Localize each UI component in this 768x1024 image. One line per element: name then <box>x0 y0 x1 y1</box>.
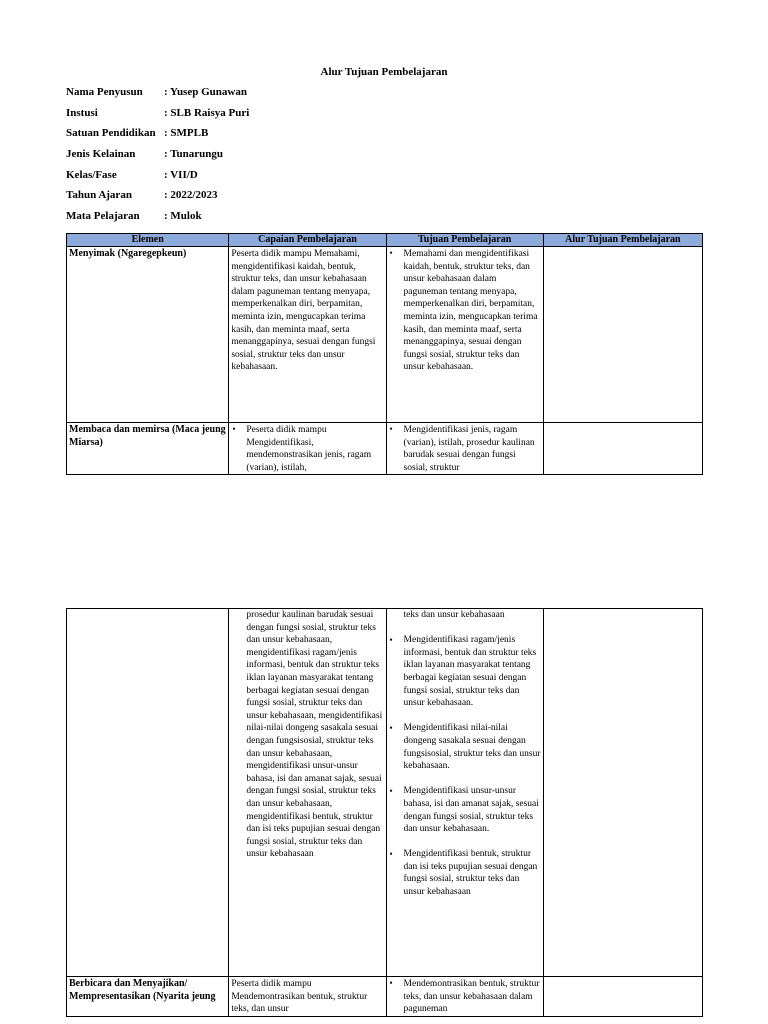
bullet-icon: • <box>389 424 393 434</box>
cell-tujuan <box>386 977 543 1017</box>
cell-capaian <box>229 423 386 475</box>
meta-value: : SMPLB <box>164 127 209 140</box>
capaian-text: Peserta didik mampu Mengidentifikasi, mendemonstrasikan jenis, ragam (varian), istilah, <box>246 425 372 473</box>
bullet-icon: • <box>232 424 236 434</box>
cell-alur <box>543 977 702 1017</box>
meta-label: Kelas/Fase <box>66 168 117 181</box>
tujuan-text: Mengidentifikasi bentuk, struktur dan isi teks pupujian sesuai dengan fungsi sosial, struktur teks dan unsur kebahasaan <box>403 849 538 898</box>
cell-capaian <box>229 247 386 423</box>
meta-row-education-unit <box>66 127 249 148</box>
tujuan-bullet-item <box>389 634 541 710</box>
elemen-text: Menyimak (Ngaregepkeun) <box>69 248 187 259</box>
capaian-continued-text: prosedur kaulinan barudak sesuai dengan fungsi sosial, struktur teks dan unsur kebahasaan, mengidentifikasi ragam/jenis informasi, bentuk dan struktur teks iklan layanan masyarakat tentang berbagai kegiatan sesuai dengan fungsi sosial, struktur teks dan unsur kebahasaan, mengidentifikasi nilai-nilai dongeng sasakala sesuai dengan fungsisosial, struktur teks dan unsur kebahasaan, mengidentifikasi unsur-unsur bahasa, isi dan amanat sajak, sesuai dengan fungsi sosial, struktur teks dan unsur kebahasaan, mengidentifikasi bentuk, struktur dan isi teks pupujian sesuai dengan fungsi sosial, struktur teks dan unsur kebahasaan <box>246 610 383 860</box>
meta-label: Nama Penyusun <box>66 86 143 98</box>
header-tujuan: Tujuan Pembelajaran <box>386 234 543 247</box>
cell-elemen <box>67 977 229 1017</box>
bullet-icon: • <box>389 248 393 258</box>
meta-value: : SLB Raisya Puri <box>164 106 250 119</box>
meta-row-author <box>66 86 249 107</box>
cell-alur <box>543 423 702 475</box>
meta-value: : VII/D <box>164 168 198 181</box>
capaian-text: Peserta didik mampu Mendemontrasikan bentuk, struktur teks, dan unsur <box>231 979 368 1015</box>
meta-row-disability-type <box>66 148 249 169</box>
tujuan-bullet-item <box>389 247 541 374</box>
bullet-icon: • <box>389 635 393 646</box>
tujuan-bullet-item <box>389 785 541 835</box>
meta-label: Instusi <box>66 106 98 119</box>
table-header-row <box>67 234 703 247</box>
table-row <box>67 423 703 475</box>
meta-value: : Yusep Gunawan <box>164 86 247 98</box>
meta-row-academic-year <box>66 189 249 210</box>
header-capaian: Capaian Pembelajaran <box>229 234 386 247</box>
tujuan-text: Mengidentifikasi unsur-unsur bahasa, isi dan amanat sajak, sesuai dengan fungsi sosial, struktur teks dan unsur kebahasaan. <box>403 786 539 835</box>
elemen-text: Membaca dan memirsa (Maca jeung Miarsa) <box>69 424 226 448</box>
cell-tujuan <box>386 609 543 977</box>
tujuan-bullet-item <box>389 848 541 898</box>
cell-capaian <box>229 977 386 1017</box>
cell-capaian <box>229 609 386 977</box>
header-elemen: Elemen <box>67 234 229 247</box>
cell-elemen <box>67 247 229 423</box>
learning-objectives-table-page-1 <box>66 233 703 475</box>
elemen-text: Berbicara dan Menyajikan/ Mempresentasikan (Nyarita jeung <box>69 978 216 1002</box>
metadata-block <box>66 86 249 231</box>
cell-tujuan <box>386 423 543 475</box>
tujuan-text: Mengidentifikasi ragam/jenis informasi, bentuk dan struktur teks iklan layanan masyarakat tentang berbagai kegiatan sesuai dengan fungsi sosial, struktur teks dan unsur kebahasaan. <box>403 635 537 709</box>
meta-value: : 2022/2023 <box>164 189 218 202</box>
header-alur: Alur Tujuan Pembelajaran <box>543 234 702 247</box>
tujuan-bullet-item <box>389 977 541 1016</box>
meta-label: Mata Pelajaran <box>66 210 140 223</box>
cell-elemen <box>67 609 229 977</box>
tujuan-bullet-item <box>389 722 541 772</box>
meta-value: : Mulok <box>164 210 202 223</box>
cell-alur <box>543 609 702 977</box>
meta-row-institution <box>66 107 249 128</box>
bullet-icon: • <box>389 786 393 797</box>
meta-label: Tahun Ajaran <box>66 189 132 202</box>
document-title: Alur Tujuan Pembelajaran <box>320 66 448 78</box>
bullet-icon: • <box>389 723 393 734</box>
capaian-bullet-item <box>231 423 383 474</box>
bullet-icon: • <box>389 978 393 988</box>
meta-label: Jenis Kelainan <box>66 148 136 161</box>
learning-objectives-table-page-2 <box>66 608 703 1017</box>
meta-row-subject <box>66 210 249 231</box>
bullet-icon: • <box>389 849 393 860</box>
tujuan-text: Mendemontrasikan bentuk, struktur teks, dan unsur kebahasaan dalam paguneman <box>403 979 540 1015</box>
tujuan-text: Memahami dan mengidentifikasi kaidah, bentuk, struktur teks, dan unsur kebahasaan dalam paguneman tentang menyapa, memperkenalkan diri, berpamitan, meminta izin, mengucapkan terima kasih, dan meminta maaf, serta menanggapinya, sesuai dengan fungsi sosial, struktur teks dan unsur kebahasaan. <box>403 249 538 373</box>
cell-elemen <box>67 423 229 475</box>
cell-alur <box>543 247 702 423</box>
tujuan-bullet-item <box>389 423 541 474</box>
capaian-text: Peserta didik mampu Memahami, mengidentifikasi kaidah, bentuk, struktur teks, dan unsur kebahasaan dalam paguneman tentang menyapa, memperkenalkan diri, berpamitan, meminta izin, mengucapkan terima kasih, dan meminta maaf, serta menanggapinya, sesuai dengan fungsi sosial, struktur teks dan unsur kebahasaan. <box>231 249 376 373</box>
tujuan-continued-text: teks dan unsur kebahasaan <box>403 610 505 620</box>
table-row <box>67 247 703 423</box>
tujuan-text: Mengidentifikasi nilai-nilai dongeng sasakala sesuai dengan fungsisosial, struktur teks dan unsur kebahasaan. <box>403 723 541 772</box>
table-row <box>67 977 703 1017</box>
tujuan-text: Mengidentifikasi jenis, ragam (varian), istilah, prosedur kaulinan barudak sesuai dengan fungsi sosial, struktur <box>403 425 535 473</box>
meta-label: Satuan Pendidikan <box>66 127 156 140</box>
meta-value: : Tunarungu <box>164 148 224 161</box>
table-row <box>67 609 703 977</box>
meta-row-class-phase <box>66 169 249 190</box>
cell-tujuan <box>386 247 543 423</box>
